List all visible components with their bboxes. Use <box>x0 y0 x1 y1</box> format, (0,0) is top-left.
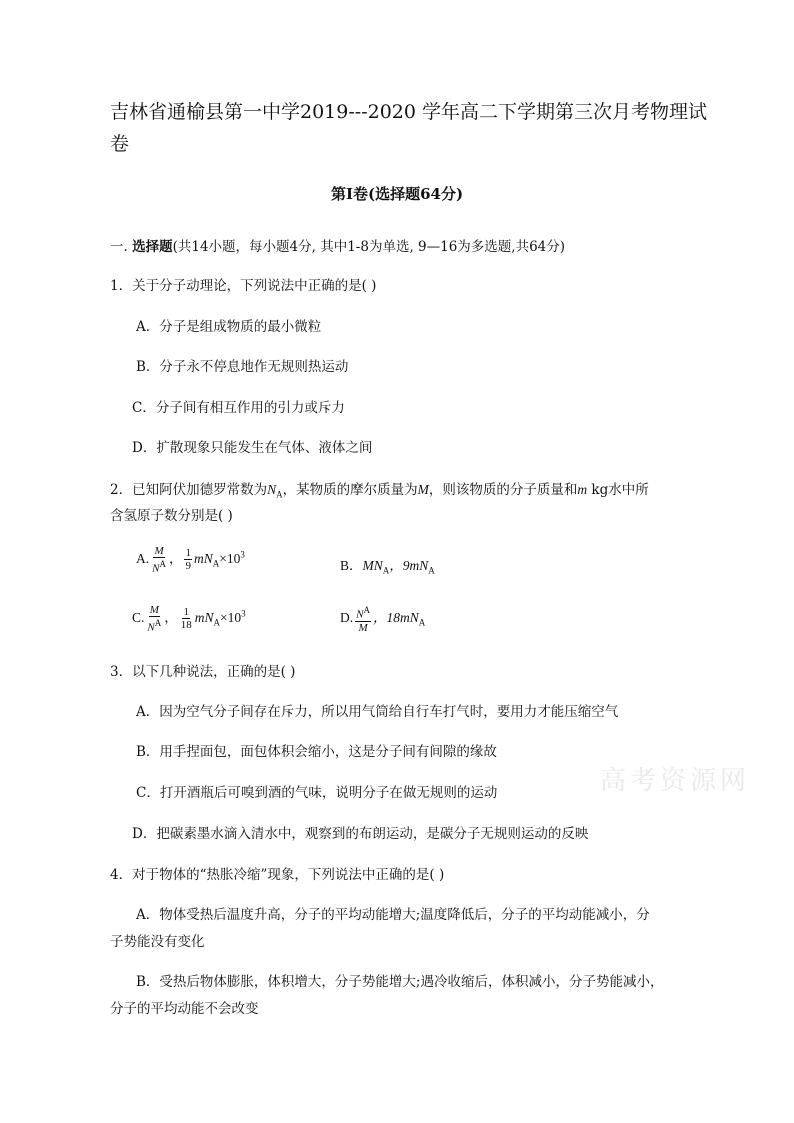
q2-a-f1-den-sup: A <box>159 559 166 569</box>
exam-title-line1: 吉林省通榆县第一中学2019---2020 学年高二下学期第三次月考物理试 <box>110 101 708 123</box>
q2-d-f-num-sup: A <box>363 605 370 615</box>
q2-stem-part4: kg水中所 <box>587 482 649 498</box>
q2-c-f2-den: 18 <box>180 619 192 632</box>
instructions-text: (共14小题，每小题4分, 其中1-8为单选, 9—16为多选题,共64分) <box>172 239 566 255</box>
q2-na-symbol: N <box>267 482 277 497</box>
q2-a-tail-sup: 3 <box>240 549 245 560</box>
question-1-stem: 1．关于分子动理论，下列说法中正确的是( ) <box>110 278 377 294</box>
question-1-option-d: D．扩散现象只能发生在气体、液体之间 <box>132 440 373 456</box>
question-3-option-b: B．用手捏面包，面包体积会缩小，这是分子间有间隙的缘故 <box>136 744 497 760</box>
exam-title-line2: 卷 <box>110 133 130 155</box>
instructions-label: 选择题 <box>132 239 173 255</box>
question-1-option-a: A．分子是组成物质的最小微粒 <box>136 319 322 335</box>
q2-d-f-num: N <box>356 608 364 621</box>
question-2-option-d <box>340 604 425 634</box>
question-3-stem: 3．以下几种说法，正确的是( ) <box>110 664 296 680</box>
question-3-option-c: C．打开酒瓶后可嗅到酒的气味，说明分子在做无规则的运动 <box>136 785 498 801</box>
question-4-option-b-line2: 分子的平均动能不会改变 <box>110 1001 259 1017</box>
q2-b-text1: MN <box>362 558 383 573</box>
question-4-stem: 4．对于物体的“热胀冷缩”现象，下列说法中正确的是( ) <box>110 867 445 883</box>
q2-a-rest-sub: A <box>212 558 220 569</box>
q2-stem-part1: 2．已知阿伏加德罗常数为 <box>110 482 268 498</box>
q2-c-tail: ×10 <box>220 609 242 625</box>
q2-a-f1-num: M <box>154 545 164 557</box>
q2-b-sub1: A <box>382 565 390 576</box>
question-3-option-d: D．把碳素墨水滴入清水中，观察到的布朗运动，是碳分子无规则运动的反映 <box>132 826 589 842</box>
q2-c-fraction-1 <box>146 604 162 634</box>
q2-c-fraction-2 <box>180 606 193 631</box>
q2-a-tail: ×10 <box>219 550 241 566</box>
instructions-prefix: 一. <box>110 239 133 255</box>
section-title: 第I卷(选择题64分) <box>330 185 464 203</box>
question-2-option-a: A. $\frac{M}{N^A}$ ， $\frac{1}{9}$ $mN_A\times 10^3$ <box>136 545 245 575</box>
question-1-option-b: B．分子永不停息地作无规则热运动 <box>136 359 349 375</box>
q2-d-rest-sub: A <box>418 617 426 628</box>
q2-c-f1-den: N <box>147 621 155 634</box>
instructions <box>110 235 565 255</box>
q2-a-fraction-2 <box>184 547 192 572</box>
q2-c-rest: mN <box>194 609 214 625</box>
question-4-option-b-line1: B．受热后物体膨胀，体积增大，分子势能增大;遇冷收缩后，体积减小，分子势能减小， <box>136 974 664 990</box>
question-2-option-b <box>340 554 435 576</box>
q2-c-f1-num: M <box>149 604 159 616</box>
q2-a-f1-den: N <box>152 562 160 575</box>
q2-c-f2-num: 1 <box>183 606 189 619</box>
question-2-option-c: C. $\frac{M}{N^A}$ ， $\frac{1}{18}$ $mN_A\times 10^3$ <box>132 604 246 634</box>
q2-b-label: B． <box>340 558 363 573</box>
q2-d-f-den: M <box>358 621 368 634</box>
q2-a-f2-num: 1 <box>185 547 191 560</box>
question-2-stem-line2: 含氢原子数分别是( ) <box>110 508 233 524</box>
question-4-option-a-line2: 子势能没有变化 <box>110 934 205 950</box>
question-1-option-c: C．分子间有相互作用的引力或斥力 <box>132 400 345 416</box>
watermark-text: 高考资源网 <box>600 766 751 796</box>
q2-c-label: C. <box>132 609 145 625</box>
q2-d-rest: ，18mN <box>372 609 419 625</box>
q2-d-fraction <box>355 604 371 634</box>
q2-a-label: A. <box>136 550 150 566</box>
q2-b-text2: ，9mN <box>389 558 429 573</box>
q2-b-sub2: A <box>428 565 435 576</box>
q2-stem-part2: ，某物质的摩尔质量为 <box>282 482 418 498</box>
q2-c-f1-den-sup: A <box>154 618 162 628</box>
q2-a-rest: mN <box>193 550 213 566</box>
q2-m2-symbol: m <box>577 482 588 497</box>
question-4-option-a-line1: A．物体受热后温度升高，分子的平均动能增大;温度降低后，分子的平均动能减小，分 <box>136 907 650 923</box>
question-3-option-a: A．因为空气分子间存在斥力，所以用气筒给自行车打气时，要用力才能压缩空气 <box>136 704 619 720</box>
q2-na-sub: A <box>276 489 283 500</box>
q2-c-rest-sub: A <box>213 617 220 628</box>
q2-d-label: D. <box>340 609 354 625</box>
question-2-stem <box>110 478 649 500</box>
q2-stem-part3: ，则该物质的分子质量和 <box>428 482 578 498</box>
q2-a-fraction-1 <box>151 545 167 575</box>
q2-m-symbol: M <box>417 482 429 497</box>
q2-a-f2-den: 9 <box>185 560 191 573</box>
q2-c-tail-sup: 3 <box>241 608 246 619</box>
